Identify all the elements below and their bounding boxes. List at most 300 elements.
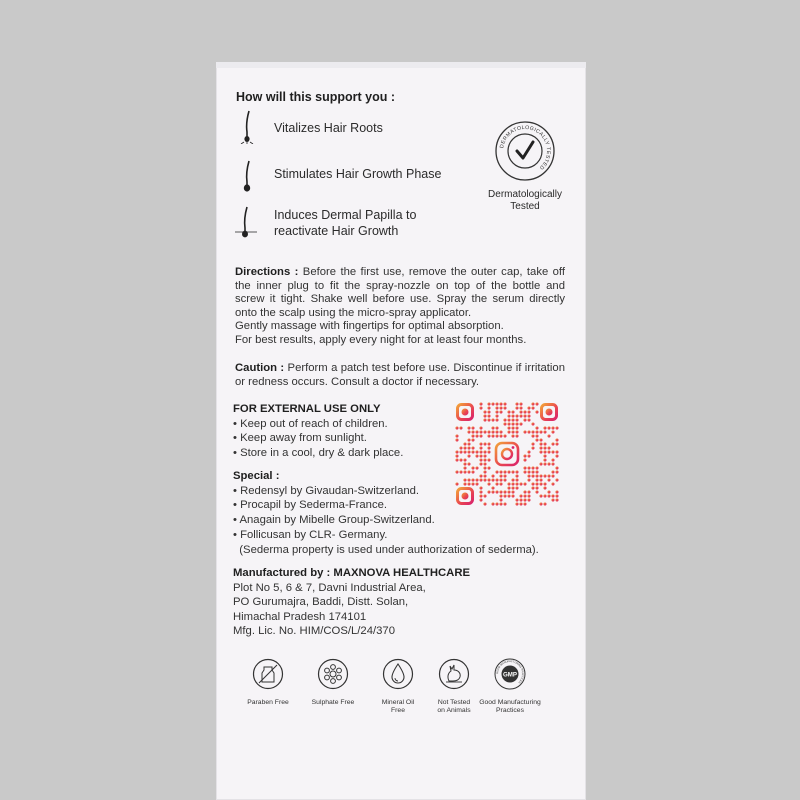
box-top-edge: [216, 62, 586, 68]
qr-module: [539, 474, 542, 477]
qr-module: [471, 438, 474, 441]
qr-module: [535, 486, 538, 489]
qr-module: [499, 474, 502, 477]
qr-module: [511, 430, 514, 433]
qr-module: [467, 438, 470, 441]
instagram-qr-code[interactable]: [455, 402, 559, 506]
qr-module: [531, 446, 534, 449]
qr-module: [467, 442, 470, 445]
qr-module: [527, 450, 530, 453]
qr-module: [463, 482, 466, 485]
manufacturer-address-line: PO Gurumajra, Baddi, Distt. Solan,: [233, 596, 409, 609]
qr-module: [515, 402, 518, 405]
qr-module: [531, 430, 534, 433]
qr-module: [495, 418, 498, 421]
qr-module: [543, 430, 546, 433]
qr-module: [515, 486, 518, 489]
qr-module: [555, 490, 558, 493]
qr-module: [499, 406, 502, 409]
list-item: • Keep away from sunlight.: [233, 432, 367, 445]
qr-module: [515, 502, 518, 505]
qr-module: [535, 466, 538, 469]
qr-module: [515, 474, 518, 477]
qr-module: [515, 426, 518, 429]
mineral-oil-free-icon: [382, 658, 414, 690]
qr-module: [555, 450, 558, 453]
qr-module: [527, 498, 530, 501]
qr-module: [491, 474, 494, 477]
feature-label: Free: [391, 707, 405, 714]
qr-module: [543, 494, 546, 497]
qr-module: [543, 446, 546, 449]
qr-module: [483, 466, 486, 469]
caution-text: Perform a patch test before use. Discontinue if irritation or redness occurs. Consult a doctor if necessary.: [235, 362, 565, 388]
qr-module: [455, 458, 458, 461]
gmp-icon: [494, 658, 526, 690]
qr-module: [491, 434, 494, 437]
qr-module: [499, 498, 502, 501]
qr-module: [483, 454, 486, 457]
qr-module: [551, 442, 554, 445]
qr-module: [479, 454, 482, 457]
qr-module: [535, 490, 538, 493]
qr-module: [519, 482, 522, 485]
qr-module: [555, 498, 558, 501]
qr-module: [455, 426, 458, 429]
qr-module: [487, 414, 490, 417]
qr-module: [483, 502, 486, 505]
qr-module: [539, 442, 542, 445]
feature-label: Good Manufacturing: [479, 699, 541, 706]
qr-module: [479, 426, 482, 429]
qr-module: [507, 410, 510, 413]
qr-module: [519, 414, 522, 417]
qr-module: [483, 414, 486, 417]
qr-module: [479, 442, 482, 445]
qr-module: [495, 426, 498, 429]
qr-module: [463, 470, 466, 473]
directions-label: Directions :: [235, 266, 299, 278]
qr-module: [503, 490, 506, 493]
qr-module: [531, 422, 534, 425]
qr-module: [543, 486, 546, 489]
qr-module: [531, 402, 534, 405]
qr-module: [487, 446, 490, 449]
qr-module: [491, 418, 494, 421]
special-title: Special :: [233, 470, 280, 482]
list-item: • Anagain by Mibelle Group-Switzerland.: [233, 514, 435, 527]
qr-module: [471, 446, 474, 449]
qr-module: [483, 442, 486, 445]
qr-module: [499, 502, 502, 505]
qr-module: [483, 430, 486, 433]
benefit-3-line1: Induces Dermal Papilla to: [274, 208, 417, 222]
qr-module: [539, 446, 542, 449]
qr-module: [499, 402, 502, 405]
qr-module: [471, 426, 474, 429]
qr-module: [539, 478, 542, 481]
qr-module: [511, 418, 514, 421]
qr-module: [527, 494, 530, 497]
qr-module: [543, 458, 546, 461]
qr-module: [547, 426, 550, 429]
qr-module: [523, 430, 526, 433]
qr-module: [523, 466, 526, 469]
qr-module: [463, 458, 466, 461]
list-item: • Procapil by Sederma-France.: [233, 499, 388, 512]
qr-module: [527, 406, 530, 409]
qr-module: [519, 406, 522, 409]
qr-module: [459, 470, 462, 473]
qr-module: [515, 470, 518, 473]
qr-module: [507, 414, 510, 417]
not-tested-on-animals-icon: [438, 658, 470, 690]
qr-module: [531, 434, 534, 437]
qr-module: [535, 482, 538, 485]
qr-module: [515, 482, 518, 485]
qr-module: [503, 474, 506, 477]
qr-module: [499, 410, 502, 413]
qr-module: [487, 450, 490, 453]
feature-gmp: [478, 658, 542, 715]
qr-module: [491, 402, 494, 405]
qr-module: [495, 478, 498, 481]
qr-module: [535, 478, 538, 481]
qr-module: [527, 454, 530, 457]
qr-module: [503, 502, 506, 505]
qr-module: [535, 426, 538, 429]
qr-module: [519, 502, 522, 505]
qr-module: [539, 494, 542, 497]
manufacturer-address-line: Himachal Pradesh 174101: [233, 610, 367, 623]
qr-module: [523, 470, 526, 473]
qr-module: [495, 470, 498, 473]
qr-module: [503, 422, 506, 425]
directions-line2: Gently massage with fingertips for optimal absorption.: [235, 320, 504, 333]
qr-module: [507, 494, 510, 497]
qr-module: [503, 402, 506, 405]
qr-module: [531, 470, 534, 473]
qr-module: [531, 466, 534, 469]
qr-module: [479, 494, 482, 497]
qr-module: [539, 430, 542, 433]
paraben-free-icon: [252, 658, 284, 690]
qr-module: [511, 490, 514, 493]
badge-ring-text: DERMATOLOGICALLY TESTED: [499, 124, 552, 171]
qr-module: [515, 418, 518, 421]
qr-module: [515, 406, 518, 409]
qr-module: [507, 418, 510, 421]
qr-module: [527, 410, 530, 413]
qr-module: [507, 486, 510, 489]
qr-module: [507, 422, 510, 425]
qr-module: [463, 466, 466, 469]
qr-module: [491, 502, 494, 505]
qr-module: [479, 406, 482, 409]
qr-module: [511, 414, 514, 417]
qr-module: [523, 482, 526, 485]
qr-module: [479, 402, 482, 405]
list-item: • Redensyl by Givaudan-Switzerland.: [233, 484, 420, 497]
qr-module: [543, 502, 546, 505]
qr-module: [467, 482, 470, 485]
qr-module: [459, 446, 462, 449]
qr-module: [523, 502, 526, 505]
feature-label: Paraben Free: [247, 699, 289, 706]
qr-module: [547, 478, 550, 481]
qr-module: [491, 490, 494, 493]
qr-module: [463, 442, 466, 445]
qr-module: [527, 490, 530, 493]
qr-module: [543, 450, 546, 453]
qr-module: [467, 462, 470, 465]
qr-module: [519, 402, 522, 405]
qr-module: [503, 494, 506, 497]
qr-module: [535, 410, 538, 413]
qr-module: [511, 426, 514, 429]
qr-module: [515, 498, 518, 501]
qr-module: [511, 478, 514, 481]
qr-module: [519, 494, 522, 497]
qr-module: [503, 418, 506, 421]
qr-module: [535, 430, 538, 433]
qr-module: [551, 482, 554, 485]
qr-module: [551, 462, 554, 465]
qr-module: [503, 434, 506, 437]
benefit-1-line1: Vitalizes Hair Roots: [274, 121, 383, 135]
qr-module: [459, 426, 462, 429]
qr-module: [483, 462, 486, 465]
qr-module: [555, 426, 558, 429]
qr-module: [487, 418, 490, 421]
qr-module: [467, 454, 470, 457]
qr-module: [511, 486, 514, 489]
qr-module: [479, 478, 482, 481]
qr-module: [487, 406, 490, 409]
qr-module: [471, 434, 474, 437]
qr-module: [471, 466, 474, 469]
qr-module: [543, 454, 546, 457]
qr-module: [551, 450, 554, 453]
benefit-3: [274, 207, 416, 239]
qr-module: [495, 414, 498, 417]
qr-module: [539, 502, 542, 505]
qr-module: [487, 458, 490, 461]
directions-text: Before the first use, remove the outer cap, take off the inner plug to fit the spray-nozzle on top of the bottle and screw it tight. Shake well before use. Spray the serum directly onto the scalp using the micro-spray applicator.: [235, 266, 566, 319]
qr-module: [503, 470, 506, 473]
qr-module: [487, 482, 490, 485]
qr-module: [487, 466, 490, 469]
qr-module: [523, 494, 526, 497]
feature-label: on Animals: [437, 707, 471, 714]
qr-module: [519, 422, 522, 425]
badge-caption: [482, 189, 568, 213]
list-item: (Sederma property is used under authorization of sederma).: [233, 543, 539, 556]
qr-module: [531, 482, 534, 485]
qr-module: [471, 470, 474, 473]
qr-module: [455, 482, 458, 485]
qr-module: [527, 418, 530, 421]
qr-module: [479, 434, 482, 437]
benefit-2-line1: Stimulates Hair Growth Phase: [274, 167, 442, 181]
qr-module: [483, 418, 486, 421]
qr-module: [511, 470, 514, 473]
qr-module: [523, 454, 526, 457]
qr-module: [555, 478, 558, 481]
directions-line3: For best results, apply every night for at least four months.: [235, 333, 527, 346]
qr-module: [495, 434, 498, 437]
qr-module: [515, 478, 518, 481]
list-item: • Store in a cool, dry & dark place.: [233, 447, 404, 460]
qr-module: [555, 494, 558, 497]
qr-module: [507, 482, 510, 485]
qr-module: [551, 498, 554, 501]
qr-module: [459, 458, 462, 461]
qr-module: [543, 482, 546, 485]
dermatologically-tested-seal-icon: [494, 120, 556, 182]
gmp-badge-text: GMP: [502, 671, 518, 679]
qr-module: [547, 490, 550, 493]
qr-module: [551, 458, 554, 461]
qr-module: [511, 494, 514, 497]
qr-module: [479, 462, 482, 465]
qr-module: [555, 470, 558, 473]
hair-growth-icon: [238, 160, 256, 194]
qr-module: [543, 442, 546, 445]
qr-module: [499, 470, 502, 473]
qr-module: [523, 418, 526, 421]
qr-module: [503, 478, 506, 481]
qr-module: [499, 494, 502, 497]
qr-module: [511, 410, 514, 413]
benefit-2: [274, 166, 441, 182]
feature-not-tested-on-animals: [424, 658, 484, 715]
qr-module: [527, 470, 530, 473]
qr-module: [475, 434, 478, 437]
qr-module: [539, 482, 542, 485]
qr-module: [507, 426, 510, 429]
support-heading: How will this support you :: [236, 90, 396, 104]
sulphate-free-icon: [317, 658, 349, 690]
qr-module: [531, 474, 534, 477]
qr-module: [491, 486, 494, 489]
qr-module: [475, 454, 478, 457]
feature-label: Not Tested: [437, 699, 471, 706]
qr-module: [475, 482, 478, 485]
qr-module: [467, 478, 470, 481]
qr-module: [527, 414, 530, 417]
qr-module: [495, 482, 498, 485]
feature-label: Sulphate Free: [311, 699, 355, 706]
qr-module: [543, 426, 546, 429]
qr-module: [487, 478, 490, 481]
dermatologically-tested-badge: [482, 120, 568, 213]
qr-module: [539, 450, 542, 453]
qr-module: [471, 482, 474, 485]
qr-module: [547, 462, 550, 465]
qr-module: [535, 434, 538, 437]
qr-module: [511, 422, 514, 425]
qr-module: [515, 422, 518, 425]
qr-module: [475, 450, 478, 453]
qr-module: [499, 478, 502, 481]
qr-module: [543, 462, 546, 465]
qr-module: [471, 450, 474, 453]
badge-caption-line2: Tested: [510, 201, 540, 212]
qr-module: [463, 450, 466, 453]
manufacturer-license: Mfg. Lic. No. HIM/COS/L/24/370: [233, 625, 395, 638]
qr-module: [479, 474, 482, 477]
qr-module: [483, 474, 486, 477]
qr-module: [455, 454, 458, 457]
qr-module: [487, 402, 490, 405]
qr-module: [519, 410, 522, 413]
qr-module: [491, 430, 494, 433]
qr-module: [491, 478, 494, 481]
qr-module: [487, 434, 490, 437]
feature-mineral-oil-free: [368, 658, 428, 715]
directions-paragraph: [235, 266, 565, 348]
qr-module: [479, 498, 482, 501]
qr-module: [523, 498, 526, 501]
qr-module: [547, 450, 550, 453]
qr-module: [535, 470, 538, 473]
qr-module: [547, 434, 550, 437]
qr-module: [483, 478, 486, 481]
qr-module: [479, 486, 482, 489]
qr-module: [467, 450, 470, 453]
qr-module: [539, 462, 542, 465]
qr-module: [487, 442, 490, 445]
qr-module: [547, 474, 550, 477]
qr-module: [475, 466, 478, 469]
qr-module: [551, 494, 554, 497]
qr-module: [495, 490, 498, 493]
qr-module: [483, 450, 486, 453]
qr-module: [527, 474, 530, 477]
qr-module: [455, 438, 458, 441]
qr-module: [479, 490, 482, 493]
qr-module: [495, 402, 498, 405]
qr-module: [523, 410, 526, 413]
qr-module: [455, 434, 458, 437]
qr-module: [535, 438, 538, 441]
list-item: • Keep out of reach of children.: [233, 417, 388, 430]
list-item: • Follicusan by CLR- Germany.: [233, 528, 388, 541]
benefit-3-line2: reactivate Hair Growth: [274, 224, 399, 238]
manufacturer-address-line: Plot No 5, 6 & 7, Davni Industrial Area,: [233, 581, 426, 594]
qr-module: [467, 470, 470, 473]
qr-module: [495, 410, 498, 413]
qr-module: [499, 490, 502, 493]
qr-module: [543, 474, 546, 477]
qr-module: [515, 434, 518, 437]
qr-module: [479, 458, 482, 461]
qr-module: [455, 470, 458, 473]
qr-module: [527, 466, 530, 469]
qr-module: [487, 490, 490, 493]
qr-module: [487, 430, 490, 433]
benefit-1: [274, 120, 383, 136]
qr-module: [523, 414, 526, 417]
qr-module: [479, 446, 482, 449]
feature-label: Practices: [496, 707, 524, 714]
dermal-papilla-icon: [234, 206, 258, 240]
qr-module: [555, 466, 558, 469]
qr-module: [515, 414, 518, 417]
qr-module: [487, 410, 490, 413]
qr-module: [535, 402, 538, 405]
